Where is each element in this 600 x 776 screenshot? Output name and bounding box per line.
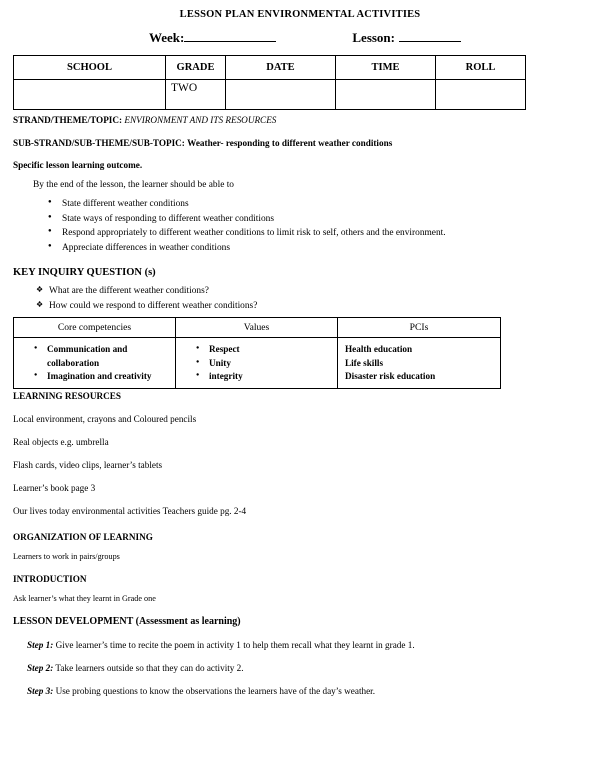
values-list [177,343,336,383]
col-header-roll: ROLL [436,56,526,80]
list-item: ● Respond appropriately to different weather conditions to limit risk to self, others and the environment. [62,226,600,241]
cell-values [176,338,338,389]
list-item: Life skills [345,357,384,368]
cell-date[interactable] [226,80,336,110]
core-competencies-list [15,343,174,383]
col-header-time: TIME [336,56,436,80]
col-header-values: Values [176,318,338,338]
learning-resource-item: Our lives today environmental activities Teachers guide pg. 2-4 [13,506,247,517]
table-row [14,338,501,389]
pcis-list [339,343,499,383]
learning-resource-item: Real objects e.g. umbrella [13,437,109,448]
competencies-table [13,317,501,389]
learning-resources-heading: LEARNING RESOURCES [13,391,121,402]
substrand-value: Weather- responding to different weather conditions [187,137,393,148]
step-label: Step 3: [27,686,54,697]
col-header-core-competencies: Core competencies [14,318,176,338]
info-table-wrapper [0,55,600,110]
list-item: ❖ How could we respond to different weather conditions? [49,299,600,314]
outcome-intro: By the end of the lesson, the learner should be able to [33,180,234,190]
table-row [14,80,526,110]
cell-time[interactable] [336,80,436,110]
table-header-row [14,56,526,80]
substrand-label: SUB-STRAND/SUB-THEME/SUB-TOPIC: [13,137,185,148]
col-header-grade: GRADE [166,56,226,80]
organization-heading: ORGANIZATION OF LEARNING [13,532,153,543]
cell-school[interactable] [14,80,166,110]
cell-pcis [338,338,501,389]
list-item: ● integrity [209,370,336,383]
lesson-development-heading: LESSON DEVELOPMENT (Assessment as learning) [13,616,241,628]
cell-grade[interactable]: TWO [166,80,226,110]
introduction-text: Ask learner’s what they learnt in Grade one [13,594,156,604]
col-header-pcis: PCIs [338,318,501,338]
key-inquiry-list [0,284,600,314]
list-item: ● Unity [209,357,336,370]
step-text: Take learners outside so that they can do activity 2. [53,663,244,674]
substrand-line [0,138,600,150]
specific-outcome-heading: Specific lesson learning outcome. [13,160,143,170]
col-header-school: SCHOOL [14,56,166,80]
strand-line [0,115,600,127]
key-inquiry-heading-main: KEY INQUIRY QUESTION [13,267,142,279]
step-label: Step 1: [27,640,54,651]
strand-value: ENVIRONMENT AND ITS RESOURCES [124,115,277,125]
lesson-step [0,640,600,650]
competencies-table-wrapper [0,317,600,389]
list-item: ● State different weather conditions [62,197,600,212]
step-text: Use probing questions to know the observations the learners have of the day’s weather. [53,686,376,697]
step-label: Step 2: [27,663,54,674]
week-lesson-line [0,30,600,46]
page-title: LESSON PLAN ENVIRONMENTAL ACTIVITIES [179,9,421,20]
cell-core-competencies [14,338,176,389]
strand-label: STRAND/THEME/TOPIC: [13,115,123,125]
cell-roll[interactable] [436,80,526,110]
list-item: ❖ What are the different weather conditions? [49,284,600,299]
list-item: Health education [345,344,413,355]
list-item: ● Appreciate differences in weather conditions [62,241,600,256]
learning-resource-item: Local environment, crayons and Coloured pencils [13,414,197,425]
list-item: ● State ways of responding to different weather conditions [62,212,600,227]
step-text: Give learner’s time to recite the poem in activity 1 to help them recall what they learnt in grade 1. [53,640,415,651]
col-header-date: DATE [226,56,336,80]
list-item: ● Imagination and creativity [47,370,174,383]
key-inquiry-heading-suffix: (s) [141,267,156,279]
lesson-step [0,663,600,673]
info-table [13,55,526,110]
learning-resource-item: Learner’s book page 3 [13,483,96,494]
list-item: ● Communication and collaboration [47,343,174,370]
lesson-step [0,686,600,696]
outcome-list [0,197,600,255]
list-item: ● Respect [209,343,336,356]
organization-text: Learners to work in pairs/groups [13,552,120,562]
week-blank-rule[interactable] [184,40,276,42]
introduction-heading: INTRODUCTION [13,574,87,585]
key-inquiry-heading [0,267,600,278]
week-label: Week: [148,30,185,45]
lesson-label: Lesson: [352,30,395,45]
lesson-blank-rule[interactable] [399,40,461,42]
table-header-row [14,318,501,338]
list-item: Disaster risk education [345,371,436,382]
learning-resource-item: Flash cards, video clips, learner’s tablets [13,460,163,471]
